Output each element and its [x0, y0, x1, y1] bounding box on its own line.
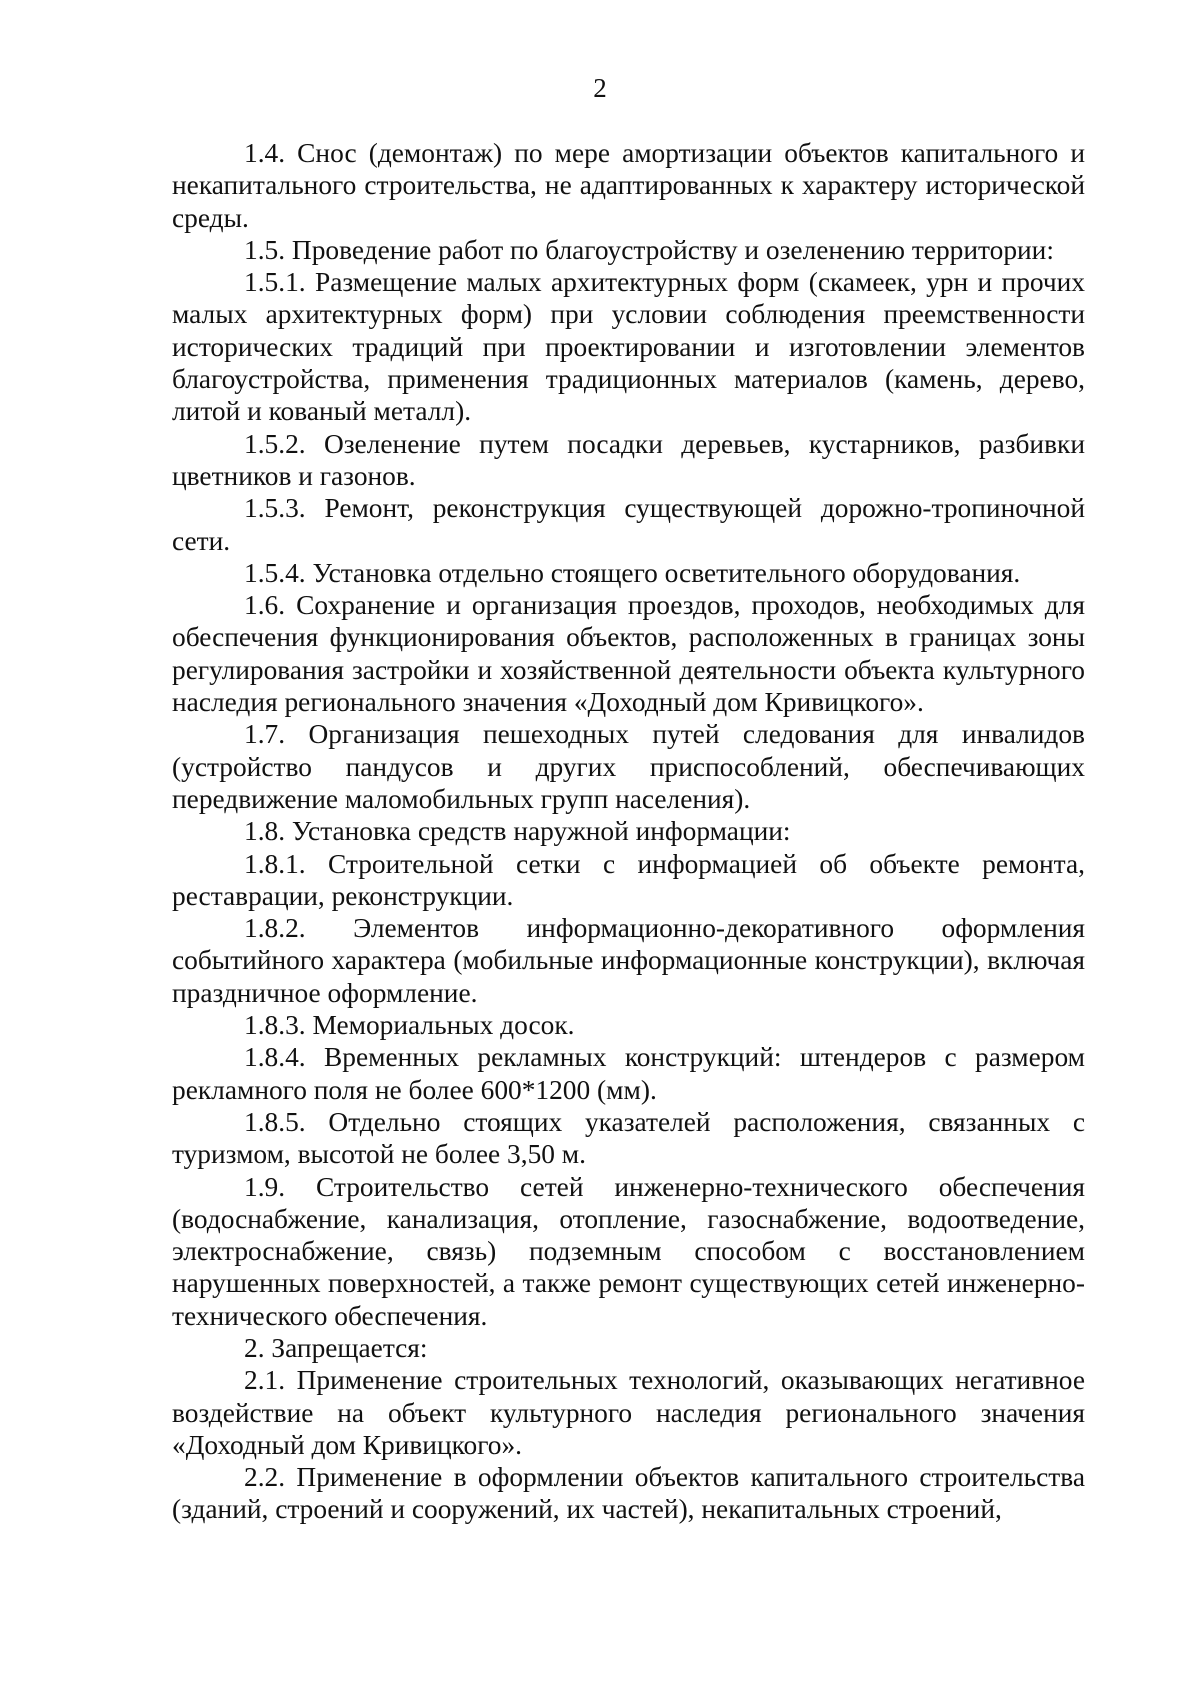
paragraph-1-7: 1.7. Организация пешеходных путей следования для инвалидов (устройство пандусов и других приспособлений, обеспечивающих передвижение маломобильных групп населения). — [172, 719, 1085, 814]
paragraph-2-2: 2.2. Применение в оформлении объектов капитального строительства (зданий, строений и сооружений, их частей), некапитальных строений, — [172, 1462, 1085, 1525]
paragraph-1-5-3: 1.5.3. Ремонт, реконструкция существующей дорожно-тропиночной сети. — [172, 493, 1085, 556]
paragraph-1-8-4: 1.8.4. Временных рекламных конструкций: штендеров с размером рекламного поля не более 600*1200 (мм). — [172, 1042, 1085, 1105]
paragraph-1-8-1: 1.8.1. Строительной сетки с информацией об объекте ремонта, реставрации, реконструкции. — [172, 848, 1085, 911]
paragraph-1-6: 1.6. Сохранение и организация проездов, проходов, необходимых для обеспечения функционирования объектов, расположенных в границах зоны регулирования застройки и хозяйственной деятельности объекта культурного наследия регионального значения «Доходный дом Кривицкого». — [172, 590, 1085, 718]
paragraph-1-4: 1.4. Снос (демонтаж) по мере амортизации объектов капитального и некапитального строительства, не адаптированных к характеру исторической среды. — [172, 138, 1085, 233]
document-body — [172, 137, 1085, 1526]
paragraph-1-5-2: 1.5.2. Озеленение путем посадки деревьев, кустарников, разбивки цветников и газонов. — [172, 428, 1085, 491]
paragraph-1-5-1: 1.5.1. Размещение малых архитектурных форм (скамеек, урн и прочих малых архитектурных форм) при условии соблюдения преемственности исторических традиций при проектировании и изготовлении элементов благоустройства, применения традиционных материалов (камень, дерево, литой и кованый металл). — [172, 267, 1085, 427]
paragraph-1-9: 1.9. Строительство сетей инженерно-технического обеспечения (водоснабжение, канализация, отопление, газоснабжение, водоотведение, электроснабжение, связь) подземным способом с восстановлением нарушенных поверхностей, а также ремонт существующих сетей инженерно-технического обеспечения. — [172, 1171, 1085, 1331]
paragraph-2: 2. Запрещается: — [244, 1332, 428, 1363]
paragraph-1-8: 1.8. Установка средств наружной информации: — [244, 816, 791, 847]
paragraph-1-8-2: 1.8.2. Элементов информационно-декоративного оформления событийного характера (мобильные информационные конструкции), включая праздничное оформление. — [172, 913, 1085, 1008]
paragraph-2-1: 2.1. Применение строительных технологий, оказывающих негативное воздействие на объект культурного наследия регионального значения «Доходный дом Кривицкого». — [172, 1365, 1085, 1460]
page-number: 2 — [593, 73, 607, 103]
paragraph-1-8-3: 1.8.3. Мемориальных досок. — [244, 1010, 575, 1041]
paragraph-1-5-4: 1.5.4. Установка отдельно стоящего осветительного оборудования. — [244, 557, 1021, 588]
paragraph-1-5: 1.5. Проведение работ по благоустройству и озеленению территории: — [244, 234, 1054, 265]
paragraph-1-8-5: 1.8.5. Отдельно стоящих указателей расположения, связанных с туризмом, высотой не более 3,50 м. — [172, 1106, 1085, 1170]
